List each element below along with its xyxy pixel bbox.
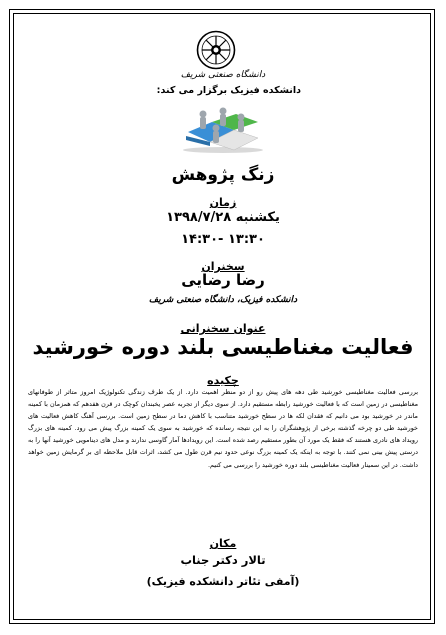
place-label-wrap	[0, 532, 446, 551]
venue-alt: (آمفی تئاتر دانشکده فیزیک)	[146, 575, 300, 588]
event-hours: ۱۳:۳۰ -۱۴:۳۰	[181, 232, 265, 247]
puzzle-teamwork-icon	[178, 106, 268, 154]
topic-label-wrap	[0, 317, 446, 336]
topic-label: عنوان سخنرانی	[180, 322, 266, 335]
abstract-text: بررسی فعالیت مغناطیسی خورشید طی دهه های پیش رو از دو منظر اهمیت دارد. از یک طرف زندگی تکنولوژیک امروز متاثر از طوفانهای مغناطیسی در زمین است که با فعالیت خورشید رابطه مستقیم دارد. از سوی دیگر از تجربه عصر یخبندان کوچک در قرن هفدهم که همزمان با کمینه ماندر در خورشید بود می دانیم که فقدان لکه ها در سطح خورشید متناسب با کاهش دما در سطح زمین است. بررسی آهنگ کاهش فعالیت های خورشید طی دو چرخه گذشته برخی از پژوهشگران را به این نتیجه رسانده که خورشید به سوی یک کمینه بزرگ پیش می رود. کمینه های بزرگ رویداد های نادری هستند که فقط یک مورد آن بطور مستقیم رصد شده است. این رویدادها آمار گاوسی ندارند و مدل های دینامویی خورشید آنها را به درستی پیش بینی نمی کنند. با توجه به اینکه یک کمینه بزرگ نوعی حدود نیم قرن طول می کشد، اثرات قابل ملاحظه ای بر گرمایش زمین خواهد داشت. در این سمینار فعالیت مغناطیسی بلند دوره خورشید را بررسی می کنیم.	[28, 388, 418, 469]
organizer-line: دانشکده فیزیک برگزار می کند:	[156, 85, 301, 96]
time-label-wrap	[0, 191, 446, 210]
talk-title: فعالیت مغناطیسی بلند دوره خورشید	[32, 335, 414, 359]
abstract-label: چکیده	[207, 374, 239, 387]
university-name: دانشگاه صنعتی شریف	[180, 70, 266, 80]
university-logo-icon	[196, 30, 236, 70]
time-label: زمان	[209, 196, 237, 209]
event-title: زنگ پژوهش	[171, 165, 275, 185]
speaker-affiliation: دانشکده فیزیک، دانشگاه صنعتی شریف	[148, 295, 298, 305]
venue-name: تالار دکتر جناب	[180, 553, 266, 567]
event-date: یکشنبه ۱۳۹۸/۷/۲۸	[166, 210, 280, 225]
place-label: مکان	[209, 537, 237, 550]
speaker-label: سخنران	[201, 260, 245, 273]
speaker-name: رضا رضایی	[181, 271, 265, 289]
